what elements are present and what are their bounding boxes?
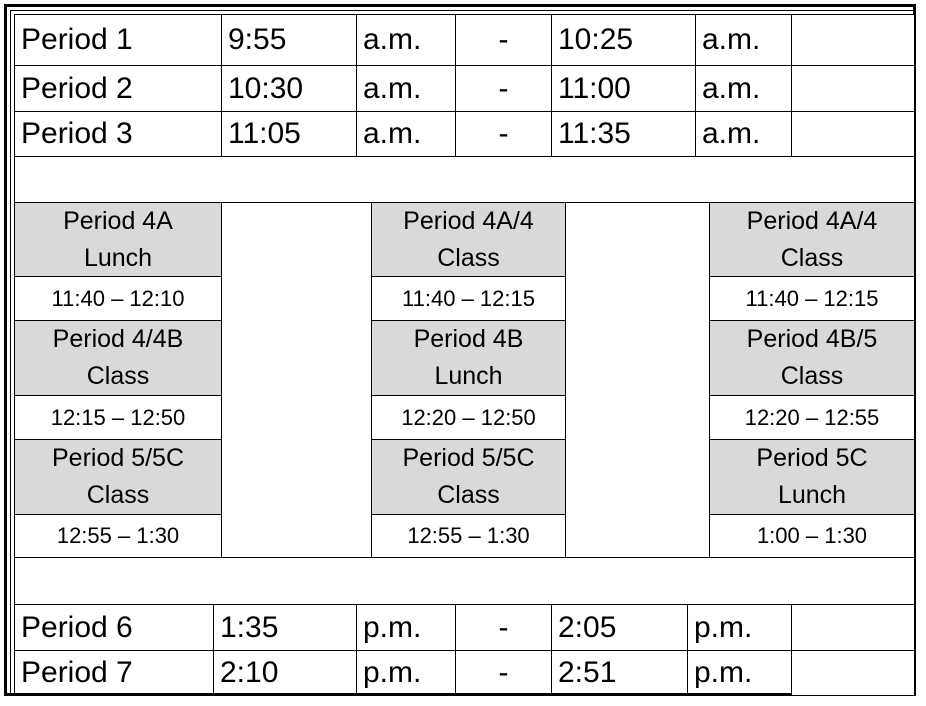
start-time: 1:35	[213, 604, 357, 651]
period-label: Period 7	[14, 650, 214, 696]
block-time: 11:40 – 12:10	[14, 276, 222, 321]
block-title	[709, 320, 915, 396]
block-title	[709, 202, 915, 277]
end-time: 2:51	[551, 650, 688, 696]
time-dash: -	[455, 14, 552, 66]
period-label: Period 2	[14, 65, 222, 112]
start-ampm: a.m.	[356, 65, 456, 112]
block-time: 12:20 – 12:55	[709, 395, 915, 440]
block-title-line1: Period 4A/4	[746, 206, 878, 235]
block-title-line1: Period 4B/5	[746, 325, 878, 353]
start-ampm: a.m.	[356, 111, 456, 157]
block-title	[371, 202, 566, 277]
time-dash: -	[455, 650, 552, 696]
block-title-line1: Period 4/4B	[52, 325, 184, 353]
block-time: 11:40 – 12:15	[371, 276, 566, 321]
start-ampm: p.m.	[356, 650, 456, 696]
end-ampm: a.m.	[695, 14, 792, 66]
start-time: 9:55	[221, 14, 357, 66]
empty-cell	[791, 14, 915, 66]
block-title-line2: Class	[437, 243, 500, 272]
block-title-line2: Lunch	[777, 481, 847, 509]
block-title-line2: Class	[86, 362, 150, 390]
period-label: Period 3	[14, 111, 222, 157]
end-ampm: a.m.	[695, 111, 792, 157]
block-time: 12:55 – 1:30	[14, 514, 222, 558]
end-ampm: p.m.	[687, 650, 792, 696]
start-time: 11:05	[221, 111, 357, 157]
block-title-line2: Class	[780, 243, 844, 272]
time-dash: -	[455, 111, 552, 157]
spacer-row	[14, 557, 915, 605]
block-title	[371, 320, 566, 396]
block-title-line1: Period 5/5C	[402, 444, 535, 472]
start-time: 10:30	[221, 65, 357, 112]
end-time: 2:05	[551, 604, 688, 651]
empty-cell	[791, 111, 915, 157]
block-time: 12:55 – 1:30	[371, 514, 566, 558]
start-time: 2:10	[213, 650, 357, 696]
block-title	[14, 439, 222, 515]
block-time: 12:15 – 12:50	[14, 395, 222, 440]
block-title-line1: Period 5C	[756, 444, 868, 472]
block-title-line1: Period 4B	[413, 325, 524, 353]
period-label: Period 1	[14, 14, 222, 66]
block-title-line2: Class	[437, 481, 500, 509]
block-title	[14, 320, 222, 396]
time-dash: -	[455, 65, 552, 112]
end-time: 11:35	[551, 111, 696, 157]
block-title	[709, 439, 915, 515]
block-title-line1: Period 5/5C	[51, 444, 185, 472]
gap-column	[221, 202, 372, 558]
end-ampm: p.m.	[687, 604, 792, 651]
block-title-line2: Class	[780, 362, 844, 390]
empty-cell	[791, 650, 915, 696]
spacer-row	[14, 156, 915, 203]
block-title	[371, 439, 566, 515]
block-time: 1:00 – 1:30	[709, 514, 915, 558]
block-title-line1: Period 4A/4	[403, 206, 534, 235]
empty-cell	[791, 65, 915, 112]
start-ampm: a.m.	[356, 14, 456, 66]
block-title-line2: Lunch	[83, 243, 153, 272]
end-ampm: a.m.	[695, 65, 792, 112]
time-dash: -	[455, 604, 552, 651]
period-label: Period 6	[14, 604, 214, 651]
block-title-line2: Class	[86, 481, 150, 509]
end-time: 11:00	[551, 65, 696, 112]
start-ampm: p.m.	[356, 604, 456, 651]
block-title-line2: Lunch	[434, 362, 503, 390]
end-time: 10:25	[551, 14, 696, 66]
block-title	[14, 202, 222, 277]
gap-column	[565, 202, 710, 558]
block-time: 12:20 – 12:50	[371, 395, 566, 440]
block-title-line1: Period 4A	[63, 206, 173, 235]
empty-cell	[791, 604, 915, 651]
block-time: 11:40 – 12:15	[709, 276, 915, 321]
